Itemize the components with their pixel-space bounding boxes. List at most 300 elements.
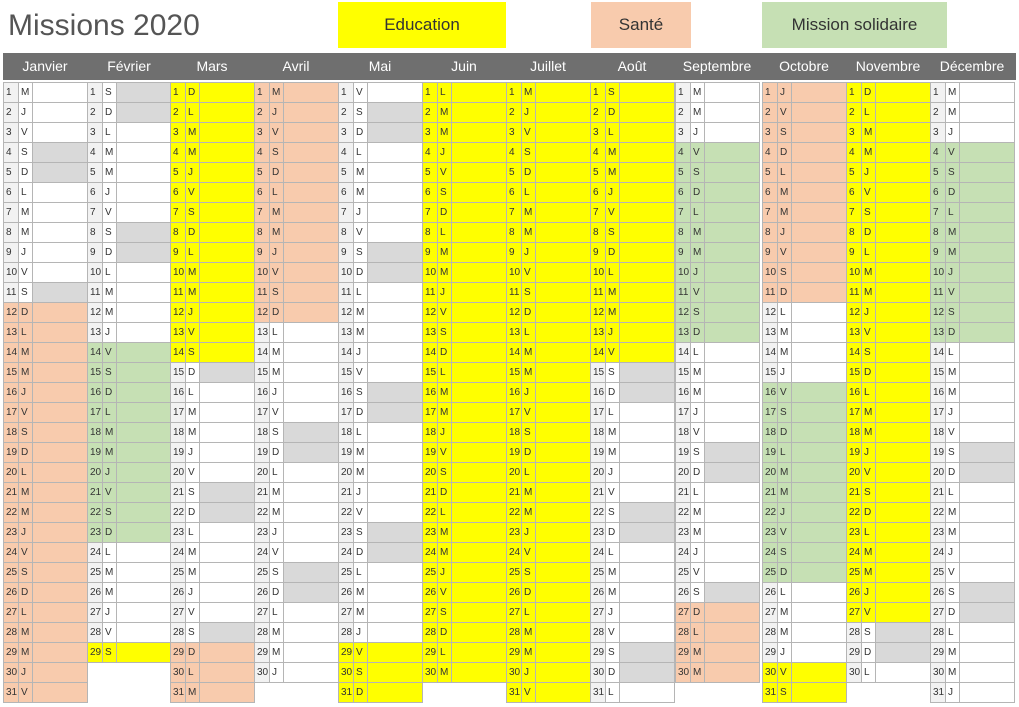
day-cell[interactable]: [675, 262, 760, 283]
day-cell[interactable]: [590, 602, 675, 623]
day-cell[interactable]: [506, 602, 591, 623]
day-cell[interactable]: [930, 102, 1015, 123]
day-cell[interactable]: [338, 522, 423, 543]
day-cell[interactable]: [846, 562, 931, 583]
day-cell[interactable]: [762, 422, 847, 443]
day-cell[interactable]: [338, 382, 423, 403]
day-cell[interactable]: [846, 662, 931, 683]
day-cell[interactable]: [846, 242, 931, 263]
day-cell[interactable]: [675, 662, 760, 683]
day-cell[interactable]: [506, 122, 591, 143]
day-cell[interactable]: [930, 522, 1015, 543]
day-cell[interactable]: [87, 582, 172, 603]
day-cell[interactable]: [338, 542, 423, 563]
day-cell[interactable]: [846, 102, 931, 123]
day-cell[interactable]: [930, 82, 1015, 103]
day-cell[interactable]: [930, 502, 1015, 523]
day-cell[interactable]: [930, 622, 1015, 643]
day-cell[interactable]: [254, 302, 339, 323]
day-cell[interactable]: [3, 302, 88, 323]
day-cell[interactable]: [170, 102, 255, 123]
day-cell[interactable]: [170, 302, 255, 323]
day-cell[interactable]: [338, 462, 423, 483]
day-cell[interactable]: [170, 642, 255, 663]
day-cell[interactable]: [930, 642, 1015, 663]
day-cell[interactable]: [3, 342, 88, 363]
day-cell[interactable]: [3, 402, 88, 423]
day-cell[interactable]: [3, 442, 88, 463]
day-cell[interactable]: [254, 162, 339, 183]
day-cell[interactable]: [762, 282, 847, 303]
day-cell[interactable]: [590, 542, 675, 563]
day-cell[interactable]: [846, 262, 931, 283]
day-cell[interactable]: [3, 642, 88, 663]
day-cell[interactable]: [338, 682, 423, 703]
day-cell[interactable]: [170, 122, 255, 143]
day-cell[interactable]: [87, 282, 172, 303]
day-cell[interactable]: [3, 122, 88, 143]
day-cell[interactable]: [675, 362, 760, 383]
day-cell[interactable]: [338, 422, 423, 443]
day-cell[interactable]: [590, 442, 675, 463]
day-cell[interactable]: [170, 262, 255, 283]
day-cell[interactable]: [170, 342, 255, 363]
day-cell[interactable]: [675, 582, 760, 603]
day-cell[interactable]: [87, 102, 172, 123]
day-cell[interactable]: [422, 202, 507, 223]
day-cell[interactable]: [170, 542, 255, 563]
day-cell[interactable]: [675, 202, 760, 223]
day-cell[interactable]: [254, 522, 339, 543]
day-cell[interactable]: [846, 542, 931, 563]
day-cell[interactable]: [338, 562, 423, 583]
day-cell[interactable]: [762, 102, 847, 123]
day-cell[interactable]: [422, 362, 507, 383]
day-cell[interactable]: [590, 282, 675, 303]
day-cell[interactable]: [762, 182, 847, 203]
day-cell[interactable]: [762, 202, 847, 223]
day-cell[interactable]: [930, 462, 1015, 483]
day-cell[interactable]: [590, 462, 675, 483]
day-cell[interactable]: [170, 282, 255, 303]
day-cell[interactable]: [930, 222, 1015, 243]
day-cell[interactable]: [422, 662, 507, 683]
day-cell[interactable]: [590, 202, 675, 223]
day-cell[interactable]: [87, 482, 172, 503]
day-cell[interactable]: [846, 422, 931, 443]
day-cell[interactable]: [930, 442, 1015, 463]
day-cell[interactable]: [762, 162, 847, 183]
day-cell[interactable]: [930, 202, 1015, 223]
day-cell[interactable]: [846, 142, 931, 163]
day-cell[interactable]: [338, 82, 423, 103]
day-cell[interactable]: [506, 502, 591, 523]
day-cell[interactable]: [506, 542, 591, 563]
day-cell[interactable]: [254, 102, 339, 123]
day-cell[interactable]: [762, 342, 847, 363]
day-cell[interactable]: [930, 122, 1015, 143]
day-cell[interactable]: [762, 502, 847, 523]
day-cell[interactable]: [3, 142, 88, 163]
day-cell[interactable]: [590, 502, 675, 523]
day-cell[interactable]: [762, 642, 847, 663]
day-cell[interactable]: [762, 522, 847, 543]
day-cell[interactable]: [930, 262, 1015, 283]
day-cell[interactable]: [506, 222, 591, 243]
day-cell[interactable]: [930, 482, 1015, 503]
day-cell[interactable]: [590, 662, 675, 683]
day-cell[interactable]: [506, 322, 591, 343]
day-cell[interactable]: [170, 622, 255, 643]
day-cell[interactable]: [675, 462, 760, 483]
day-cell[interactable]: [170, 562, 255, 583]
day-cell[interactable]: [422, 442, 507, 463]
day-cell[interactable]: [930, 542, 1015, 563]
day-cell[interactable]: [422, 482, 507, 503]
day-cell[interactable]: [170, 462, 255, 483]
day-cell[interactable]: [87, 542, 172, 563]
day-cell[interactable]: [590, 622, 675, 643]
day-cell[interactable]: [338, 602, 423, 623]
day-cell[interactable]: [170, 682, 255, 703]
day-cell[interactable]: [506, 82, 591, 103]
day-cell[interactable]: [3, 282, 88, 303]
day-cell[interactable]: [762, 122, 847, 143]
day-cell[interactable]: [762, 362, 847, 383]
day-cell[interactable]: [762, 562, 847, 583]
day-cell[interactable]: [3, 182, 88, 203]
day-cell[interactable]: [338, 582, 423, 603]
day-cell[interactable]: [506, 242, 591, 263]
day-cell[interactable]: [170, 662, 255, 683]
day-cell[interactable]: [3, 462, 88, 483]
day-cell[interactable]: [254, 182, 339, 203]
day-cell[interactable]: [170, 322, 255, 343]
day-cell[interactable]: [762, 222, 847, 243]
day-cell[interactable]: [87, 182, 172, 203]
day-cell[interactable]: [506, 182, 591, 203]
day-cell[interactable]: [338, 142, 423, 163]
day-cell[interactable]: [422, 242, 507, 263]
day-cell[interactable]: [675, 642, 760, 663]
day-cell[interactable]: [170, 182, 255, 203]
day-cell[interactable]: [338, 202, 423, 223]
day-cell[interactable]: [675, 562, 760, 583]
day-cell[interactable]: [930, 682, 1015, 703]
day-cell[interactable]: [254, 342, 339, 363]
day-cell[interactable]: [506, 302, 591, 323]
day-cell[interactable]: [506, 202, 591, 223]
day-cell[interactable]: [422, 382, 507, 403]
day-cell[interactable]: [846, 522, 931, 543]
day-cell[interactable]: [422, 322, 507, 343]
day-cell[interactable]: [846, 442, 931, 463]
day-cell[interactable]: [87, 502, 172, 523]
day-cell[interactable]: [87, 362, 172, 383]
day-cell[interactable]: [3, 242, 88, 263]
day-cell[interactable]: [846, 122, 931, 143]
day-cell[interactable]: [506, 582, 591, 603]
day-cell[interactable]: [254, 282, 339, 303]
day-cell[interactable]: [338, 302, 423, 323]
day-cell[interactable]: [675, 422, 760, 443]
day-cell[interactable]: [422, 462, 507, 483]
day-cell[interactable]: [3, 222, 88, 243]
day-cell[interactable]: [762, 602, 847, 623]
day-cell[interactable]: [675, 82, 760, 103]
day-cell[interactable]: [338, 402, 423, 423]
day-cell[interactable]: [590, 422, 675, 443]
day-cell[interactable]: [506, 262, 591, 283]
day-cell[interactable]: [170, 242, 255, 263]
day-cell[interactable]: [170, 602, 255, 623]
day-cell[interactable]: [338, 102, 423, 123]
day-cell[interactable]: [87, 322, 172, 343]
day-cell[interactable]: [254, 562, 339, 583]
day-cell[interactable]: [170, 502, 255, 523]
day-cell[interactable]: [930, 362, 1015, 383]
day-cell[interactable]: [170, 422, 255, 443]
day-cell[interactable]: [338, 502, 423, 523]
day-cell[interactable]: [254, 422, 339, 443]
day-cell[interactable]: [87, 342, 172, 363]
day-cell[interactable]: [590, 142, 675, 163]
day-cell[interactable]: [254, 502, 339, 523]
day-cell[interactable]: [506, 282, 591, 303]
day-cell[interactable]: [422, 222, 507, 243]
day-cell[interactable]: [846, 82, 931, 103]
day-cell[interactable]: [590, 482, 675, 503]
day-cell[interactable]: [422, 502, 507, 523]
day-cell[interactable]: [675, 322, 760, 343]
day-cell[interactable]: [254, 382, 339, 403]
day-cell[interactable]: [506, 342, 591, 363]
day-cell[interactable]: [675, 602, 760, 623]
day-cell[interactable]: [87, 382, 172, 403]
day-cell[interactable]: [3, 682, 88, 703]
day-cell[interactable]: [590, 362, 675, 383]
day-cell[interactable]: [506, 162, 591, 183]
day-cell[interactable]: [422, 642, 507, 663]
day-cell[interactable]: [846, 582, 931, 603]
day-cell[interactable]: [422, 582, 507, 603]
day-cell[interactable]: [3, 582, 88, 603]
day-cell[interactable]: [254, 262, 339, 283]
day-cell[interactable]: [3, 362, 88, 383]
day-cell[interactable]: [170, 162, 255, 183]
day-cell[interactable]: [846, 602, 931, 623]
day-cell[interactable]: [762, 382, 847, 403]
day-cell[interactable]: [87, 622, 172, 643]
day-cell[interactable]: [846, 222, 931, 243]
day-cell[interactable]: [506, 422, 591, 443]
day-cell[interactable]: [846, 202, 931, 223]
day-cell[interactable]: [675, 302, 760, 323]
day-cell[interactable]: [762, 662, 847, 683]
day-cell[interactable]: [254, 242, 339, 263]
day-cell[interactable]: [254, 542, 339, 563]
day-cell[interactable]: [254, 122, 339, 143]
day-cell[interactable]: [590, 342, 675, 363]
day-cell[interactable]: [254, 442, 339, 463]
day-cell[interactable]: [675, 622, 760, 643]
day-cell[interactable]: [762, 302, 847, 323]
day-cell[interactable]: [254, 322, 339, 343]
day-cell[interactable]: [254, 582, 339, 603]
day-cell[interactable]: [3, 422, 88, 443]
day-cell[interactable]: [590, 322, 675, 343]
day-cell[interactable]: [846, 362, 931, 383]
day-cell[interactable]: [338, 342, 423, 363]
day-cell[interactable]: [506, 442, 591, 463]
day-cell[interactable]: [590, 182, 675, 203]
day-cell[interactable]: [846, 342, 931, 363]
day-cell[interactable]: [846, 322, 931, 343]
day-cell[interactable]: [87, 122, 172, 143]
day-cell[interactable]: [762, 242, 847, 263]
day-cell[interactable]: [422, 302, 507, 323]
day-cell[interactable]: [338, 642, 423, 663]
day-cell[interactable]: [338, 442, 423, 463]
day-cell[interactable]: [87, 202, 172, 223]
day-cell[interactable]: [3, 82, 88, 103]
day-cell[interactable]: [675, 182, 760, 203]
day-cell[interactable]: [87, 222, 172, 243]
day-cell[interactable]: [3, 162, 88, 183]
day-cell[interactable]: [675, 102, 760, 123]
day-cell[interactable]: [762, 682, 847, 703]
day-cell[interactable]: [422, 402, 507, 423]
day-cell[interactable]: [422, 102, 507, 123]
day-cell[interactable]: [3, 662, 88, 683]
day-cell[interactable]: [422, 562, 507, 583]
day-cell[interactable]: [675, 482, 760, 503]
day-cell[interactable]: [422, 182, 507, 203]
day-cell[interactable]: [590, 522, 675, 543]
day-cell[interactable]: [846, 462, 931, 483]
day-cell[interactable]: [590, 562, 675, 583]
day-cell[interactable]: [3, 482, 88, 503]
day-cell[interactable]: [3, 602, 88, 623]
day-cell[interactable]: [3, 522, 88, 543]
day-cell[interactable]: [590, 382, 675, 403]
day-cell[interactable]: [846, 482, 931, 503]
day-cell[interactable]: [338, 222, 423, 243]
day-cell[interactable]: [675, 502, 760, 523]
day-cell[interactable]: [254, 602, 339, 623]
day-cell[interactable]: [87, 602, 172, 623]
day-cell[interactable]: [87, 422, 172, 443]
day-cell[interactable]: [506, 382, 591, 403]
day-cell[interactable]: [422, 162, 507, 183]
day-cell[interactable]: [846, 402, 931, 423]
day-cell[interactable]: [87, 642, 172, 663]
day-cell[interactable]: [170, 402, 255, 423]
day-cell[interactable]: [930, 282, 1015, 303]
day-cell[interactable]: [762, 402, 847, 423]
day-cell[interactable]: [590, 162, 675, 183]
day-cell[interactable]: [254, 662, 339, 683]
day-cell[interactable]: [3, 322, 88, 343]
day-cell[interactable]: [846, 382, 931, 403]
day-cell[interactable]: [87, 402, 172, 423]
day-cell[interactable]: [87, 522, 172, 543]
day-cell[interactable]: [846, 162, 931, 183]
day-cell[interactable]: [846, 642, 931, 663]
day-cell[interactable]: [590, 642, 675, 663]
day-cell[interactable]: [506, 402, 591, 423]
day-cell[interactable]: [846, 502, 931, 523]
day-cell[interactable]: [762, 542, 847, 563]
day-cell[interactable]: [675, 282, 760, 303]
day-cell[interactable]: [87, 142, 172, 163]
day-cell[interactable]: [590, 682, 675, 703]
day-cell[interactable]: [675, 342, 760, 363]
day-cell[interactable]: [170, 222, 255, 243]
day-cell[interactable]: [422, 422, 507, 443]
day-cell[interactable]: [506, 642, 591, 663]
day-cell[interactable]: [506, 362, 591, 383]
day-cell[interactable]: [3, 622, 88, 643]
day-cell[interactable]: [422, 262, 507, 283]
day-cell[interactable]: [675, 142, 760, 163]
day-cell[interactable]: [422, 82, 507, 103]
day-cell[interactable]: [930, 662, 1015, 683]
day-cell[interactable]: [254, 222, 339, 243]
day-cell[interactable]: [87, 302, 172, 323]
day-cell[interactable]: [338, 282, 423, 303]
day-cell[interactable]: [338, 622, 423, 643]
day-cell[interactable]: [338, 122, 423, 143]
day-cell[interactable]: [762, 462, 847, 483]
day-cell[interactable]: [338, 182, 423, 203]
day-cell[interactable]: [846, 302, 931, 323]
day-cell[interactable]: [170, 582, 255, 603]
day-cell[interactable]: [930, 342, 1015, 363]
day-cell[interactable]: [506, 462, 591, 483]
day-cell[interactable]: [170, 362, 255, 383]
day-cell[interactable]: [87, 242, 172, 263]
day-cell[interactable]: [506, 142, 591, 163]
day-cell[interactable]: [170, 482, 255, 503]
day-cell[interactable]: [3, 202, 88, 223]
day-cell[interactable]: [3, 562, 88, 583]
day-cell[interactable]: [930, 302, 1015, 323]
day-cell[interactable]: [506, 522, 591, 543]
day-cell[interactable]: [675, 402, 760, 423]
day-cell[interactable]: [254, 642, 339, 663]
day-cell[interactable]: [254, 142, 339, 163]
day-cell[interactable]: [590, 262, 675, 283]
day-cell[interactable]: [930, 162, 1015, 183]
day-cell[interactable]: [762, 482, 847, 503]
day-cell[interactable]: [254, 482, 339, 503]
day-cell[interactable]: [338, 162, 423, 183]
day-cell[interactable]: [338, 262, 423, 283]
day-cell[interactable]: [422, 542, 507, 563]
day-cell[interactable]: [170, 82, 255, 103]
day-cell[interactable]: [422, 122, 507, 143]
day-cell[interactable]: [422, 282, 507, 303]
day-cell[interactable]: [930, 242, 1015, 263]
day-cell[interactable]: [422, 342, 507, 363]
day-cell[interactable]: [675, 162, 760, 183]
day-cell[interactable]: [590, 102, 675, 123]
day-cell[interactable]: [170, 142, 255, 163]
day-cell[interactable]: [762, 262, 847, 283]
day-cell[interactable]: [675, 242, 760, 263]
day-cell[interactable]: [87, 562, 172, 583]
